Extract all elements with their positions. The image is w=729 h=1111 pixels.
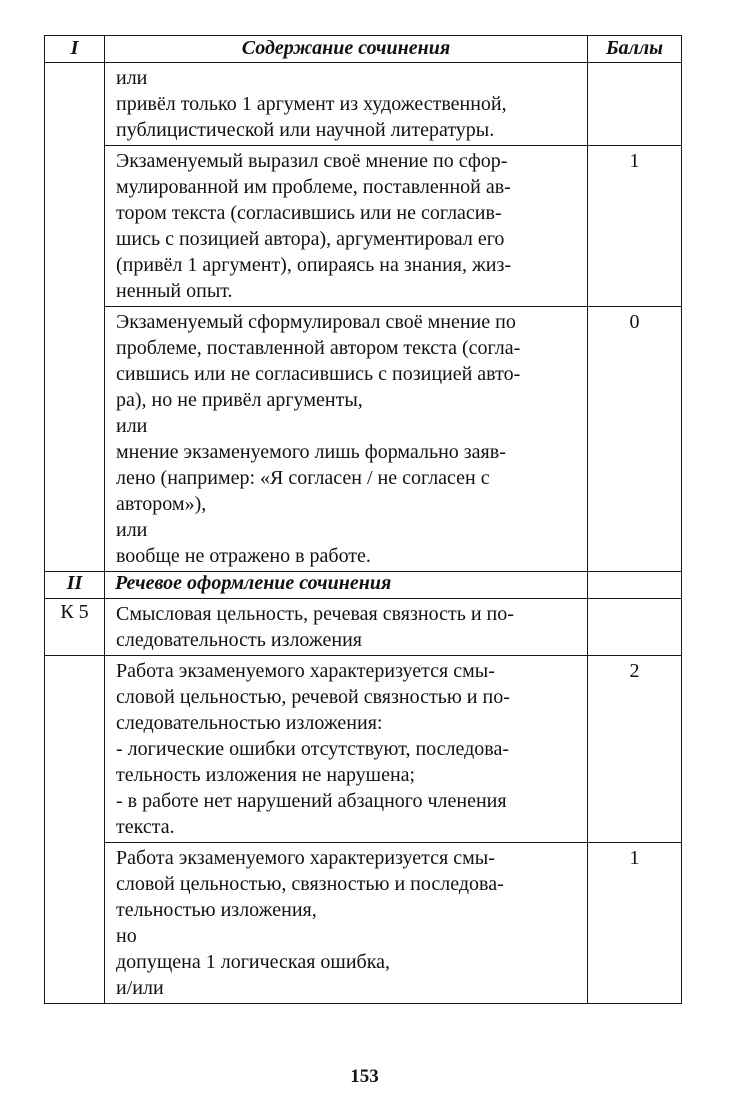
text-line: вообще не отражено в работе. — [116, 545, 371, 567]
text-line: но — [116, 925, 137, 947]
criterion-text — [105, 63, 588, 146]
table-row — [45, 146, 682, 307]
text-line: публицистической или научной литературы. — [116, 119, 495, 141]
text-line: ненный опыт. — [116, 280, 233, 302]
text-line: мнение экзаменуемого лишь формально заяв- — [116, 441, 506, 463]
text-line: Смысловая цельность, речевая связность и по- — [116, 603, 514, 625]
text-line: сившись или не согласившись с позицией авто- — [116, 363, 521, 385]
table-header-row — [45, 36, 682, 63]
text-line: ра), но не привёл аргументы, — [116, 389, 363, 411]
text-line: привёл только 1 аргумент из художественной, — [116, 93, 507, 115]
section-title: Речевое оформление сочинения — [105, 572, 588, 599]
section-one-empty-cell — [45, 63, 105, 572]
criterion-title — [105, 599, 588, 656]
criterion-text — [105, 146, 588, 307]
text-line: Работа экзаменуемого характеризуется смы- — [116, 847, 495, 869]
score-cell-empty — [588, 599, 682, 656]
score-cell: 1 — [588, 843, 682, 1004]
text-line: шись с позицией автора), аргументировал его — [116, 228, 505, 250]
header-section-number: I — [45, 36, 105, 63]
text-line: Работа экзаменуемого характеризуется смы- — [116, 660, 495, 682]
text-line: Экзаменуемый выразил своё мнение по сфор- — [116, 150, 508, 172]
table-row — [45, 307, 682, 572]
table-row — [45, 63, 682, 146]
score-cell: 2 — [588, 656, 682, 843]
header-content-title: Содержание сочинения — [105, 36, 588, 63]
criteria-table — [44, 35, 682, 1004]
text-line: тельностью изложения, — [116, 899, 317, 921]
score-cell: 1 — [588, 146, 682, 307]
text-line: тором текста (согласившись или не согласив- — [116, 202, 502, 224]
text-line: или — [116, 519, 148, 541]
page-number: 153 — [350, 1066, 379, 1087]
text-line: - в работе нет нарушений абзацного членения — [116, 790, 507, 812]
criterion-text — [105, 843, 588, 1004]
text-line: или — [116, 415, 148, 437]
section-header-row — [45, 572, 682, 599]
text-line: лено (например: «Я согласен / не согласен с — [116, 467, 490, 489]
criterion-row — [45, 599, 682, 656]
table-row — [45, 656, 682, 843]
score-cell — [588, 63, 682, 146]
text-line: автором»), — [116, 493, 207, 515]
header-score-title: Баллы — [588, 36, 682, 63]
section-number: II — [45, 572, 105, 599]
section-two-empty-cell — [45, 656, 105, 1004]
text-line: проблеме, поставленной автором текста (согла- — [116, 337, 521, 359]
table-row — [45, 843, 682, 1004]
text-line: текста. — [116, 816, 175, 838]
text-line: следовательность изложения — [116, 629, 362, 651]
score-cell-empty — [588, 572, 682, 599]
text-line: допущена 1 логическая ошибка, — [116, 951, 390, 973]
text-line: тельность изложения не нарушена; — [116, 764, 416, 786]
text-line: Экзаменуемый сформулировал своё мнение по — [116, 311, 516, 333]
text-line: и/или — [116, 977, 164, 999]
text-line: мулированной им проблеме, поставленной ав- — [116, 176, 511, 198]
criterion-text — [105, 307, 588, 572]
text-line: (привёл 1 аргумент), опираясь на знания, жиз- — [116, 254, 512, 276]
text-line: словой цельностью, связностью и последова- — [116, 873, 504, 895]
text-line: следовательностью изложения: — [116, 712, 383, 734]
criterion-code: К 5 — [45, 599, 105, 656]
text-line: - логические ошибки отсутствуют, последова- — [116, 738, 510, 760]
criterion-text — [105, 656, 588, 843]
text-line: или — [116, 67, 148, 89]
text-line: словой цельностью, речевой связностью и по- — [116, 686, 510, 708]
score-cell: 0 — [588, 307, 682, 572]
